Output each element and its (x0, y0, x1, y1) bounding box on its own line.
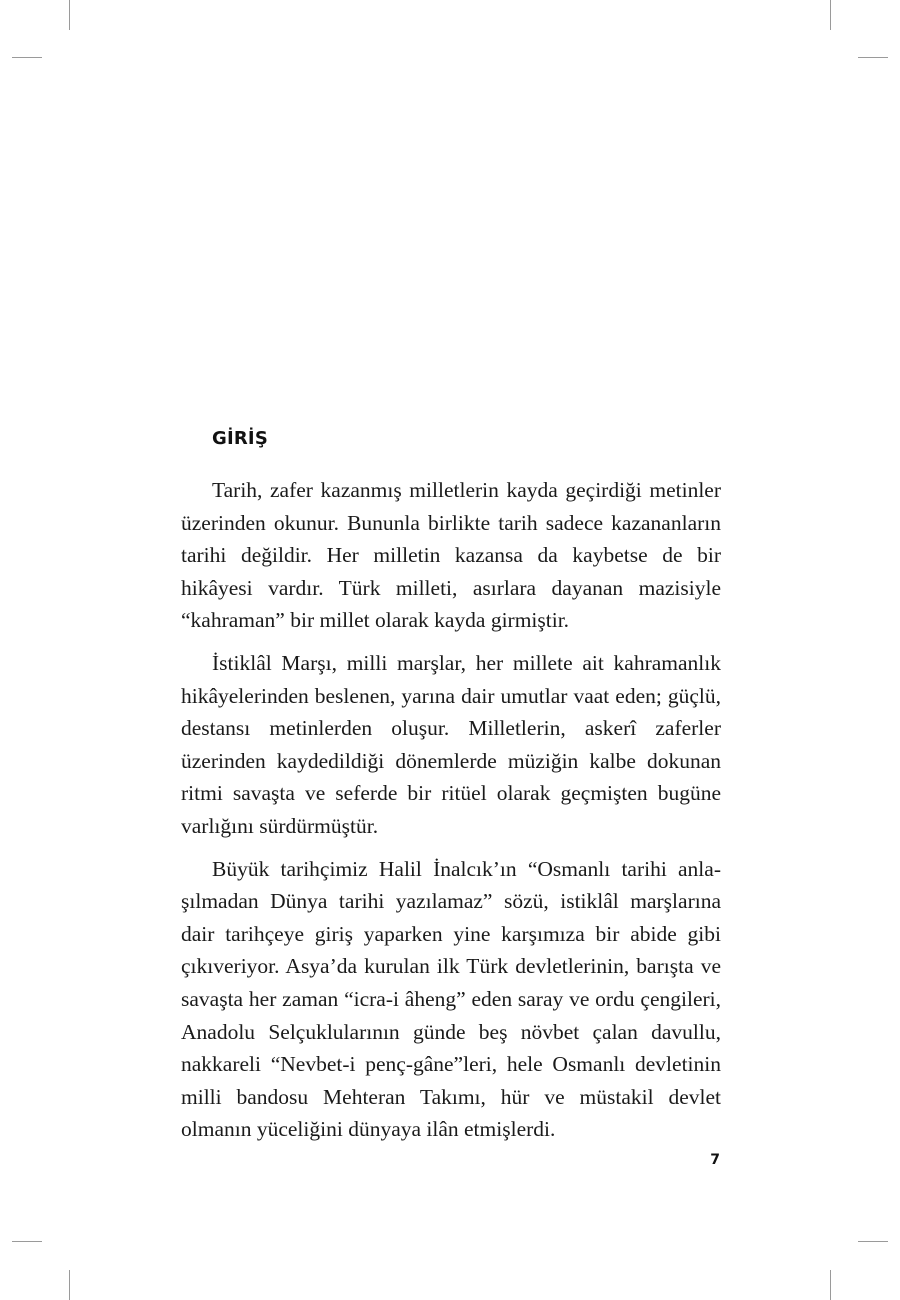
chapter-heading: GİRİŞ (212, 428, 268, 449)
page-number: 7 (710, 1152, 720, 1168)
paragraph-2: İstiklâl Marşı, milli marşlar, her millete ait kahramanlık hikâyelerinden beslenen, yarına dair umutlar vaat eden; güçlü, destansı metinlerden oluşur. Milletlerin, askerî zaferler üzerinden kaydedildiği dönemlerde müziğin kalbe dokunan ritmi savaşta ve seferde bir ritüel olarak geçmişten bugüne varlığını sürdürmüştür. (181, 650, 721, 838)
crop-mark-bottom-left (69, 1270, 70, 1300)
paragraph-1: Tarih, zafer kazanmış milletlerin kayda geçirdiği metinler üzerinden okunur. Bununla birlikte tarih sadece kazananların tarihi değildir. Her milletin kazansa da kaybetse de bir hikâyesi vardır. Türk milleti, asırlara dayanan mazisiyle “kahraman” bir millet olarak kayda girmiştir. (181, 478, 721, 633)
paragraph-3: Büyük tarihçimiz Halil İnalcık’ın “Osmanlı tarihi anlaşılmadan Dünya tarihi yazılamaz” sözü, istiklâl marşlarına dair tarihçeye giriş yaparken yine karşımıza bir abide gibi çıkıveriyor. Asya’da kurulan ilk Türk devletlerinin, barışta ve savaşta her zaman “icra-i âheng” eden saray ve ordu çengileri, Anadolu Selçuklularının günde beş növbet çalan davullu, nakkareli “Nevbet-i penç-gâne”leri, hele Osmanlı devletinin milli bandosu Mehteran Takımı, hür ve müstakil devlet olmanın yüceliğini dünyaya ilân etmişlerdi. (181, 856, 721, 1142)
crop-mark-left-lower (12, 1241, 42, 1242)
body-text (181, 474, 721, 1156)
crop-mark-right-lower (858, 1241, 888, 1242)
crop-mark-left-upper (12, 57, 42, 58)
crop-mark-bottom-right (830, 1270, 831, 1300)
crop-mark-top-right (830, 0, 831, 30)
crop-mark-right-upper (858, 57, 888, 58)
crop-mark-top-left (69, 0, 70, 30)
